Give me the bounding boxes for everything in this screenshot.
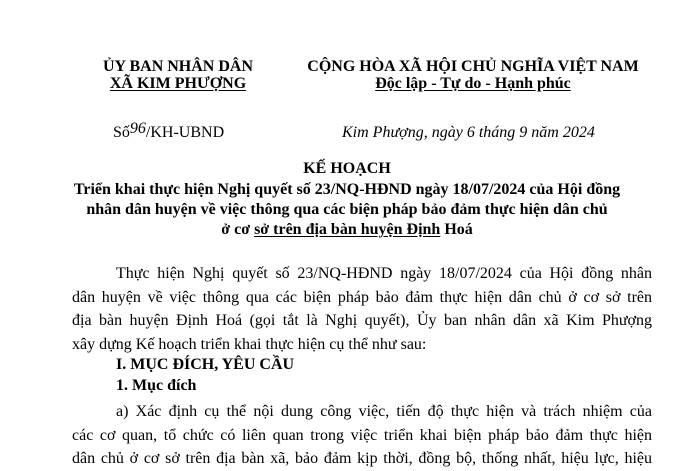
doc-number-suffix: /KH-UBND [145,124,225,141]
motto-line: Độc lập - Tự do - Hạnh phúc [375,75,571,92]
intro-paragraph [72,262,652,356]
subsection-heading: 1. Mục đích [116,377,197,394]
subtitle-line-1: Triển khai thực hiện Nghị quyết số 23/NQ-HĐND ngày 18/07/2024 của Hội đồng [73,181,621,198]
document-number [113,120,225,142]
doc-number-handwritten: 96 [129,120,146,137]
para-a-line-1: a) Xác định cụ thể nội dung công việc, tiến độ thực hiện và trách nhiệm của [116,403,652,420]
intro-line-2: dân huyện về việc thông qua các biện pháp bảo đảm thực hiện dân chủ ở cơ sở trên [72,288,652,306]
document-subtitle [60,180,634,240]
intro-line-4: xây dựng Kế hoạch triển khai thực hiện cụ thể như sau: [72,335,427,353]
document-title: KẾ HOẠCH [303,160,391,177]
intro-line-1: Thực hiện Nghị quyết số 23/NQ-HĐND ngày 18/07/2024 của Hội đồng nhân [116,265,652,282]
para-a-line-3: dân chủ ở cơ sở trên địa bàn xã, bảo đảm kịp thời, đồng bộ, thống nhất, hiệu lực, hiệu [72,450,652,467]
org-name-line2: XÃ KIM PHƯỢNG [109,75,247,92]
subtitle-line-3: ở cơ sở trên địa bàn huyện Định Hoá [221,221,473,238]
doc-number-prefix: Số [113,124,130,141]
para-a-line-2: các cơ quan, tổ chức có liên quan trong việc triển khai biện pháp bảo đảm thực hiện [72,426,652,444]
subtitle-line-2: nhân dân huyện về việc thông qua các biện pháp bảo đảm thực hiện dân chủ [86,201,608,218]
nation-name: CỘNG HÒA XÃ HỘI CHỦ NGHĨA VIỆT NAM [307,58,639,75]
national-motto [292,58,654,93]
issuing-authority [86,58,270,93]
org-name-line1: ỦY BAN NHÂN DÂN [102,58,254,75]
intro-line-3: địa bàn huyện Định Hoá (gọi tắt là Nghị quyết), Ủy ban nhân dân xã Kim Phượng [72,312,652,329]
paragraph-a [72,400,652,471]
place-date: Kim Phượng, ngày 6 tháng 9 năm 2024 [342,124,595,141]
section-heading: I. MỤC ĐÍCH, YÊU CẦU [116,356,295,373]
